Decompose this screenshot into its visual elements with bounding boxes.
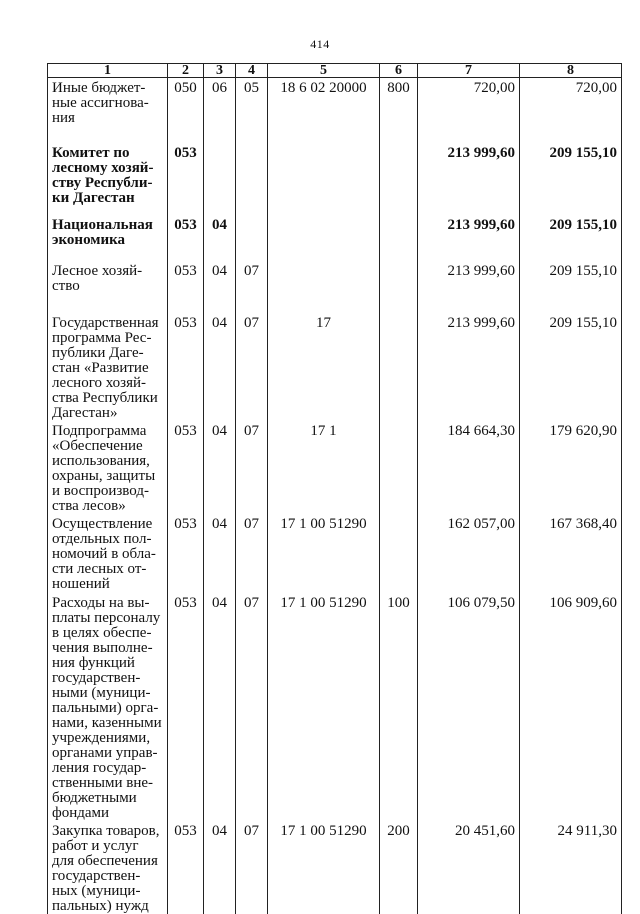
amount-year2-cell: 209 155,10 xyxy=(520,215,622,261)
subsection-code-cell: 07 xyxy=(236,514,268,593)
chapter-code-cell: 04 xyxy=(204,313,236,421)
column-header: 2 xyxy=(168,64,204,78)
row-name-cell: Государственная программа Рес- публики Даге- стан «Развитие лесного хозяй- ства Республики Дагестан» xyxy=(48,313,168,421)
target-article-cell xyxy=(268,143,380,215)
chapter-code-cell: 04 xyxy=(204,514,236,593)
subsection-code-cell xyxy=(236,215,268,261)
amount-year2-cell: 167 368,40 xyxy=(520,514,622,593)
target-article-cell: 17 1 xyxy=(268,421,380,514)
expense-type-cell xyxy=(380,215,418,261)
table-row xyxy=(48,593,622,821)
table-row xyxy=(48,514,622,593)
expense-type-cell xyxy=(380,143,418,215)
amount-year1-cell: 720,00 xyxy=(418,78,520,144)
subsection-code-cell: 05 xyxy=(236,78,268,144)
amount-year1-cell: 213 999,60 xyxy=(418,313,520,421)
amount-year2-cell: 209 155,10 xyxy=(520,313,622,421)
amount-year2-cell: 24 911,30 xyxy=(520,821,622,914)
amount-year1-cell: 162 057,00 xyxy=(418,514,520,593)
table-row xyxy=(48,421,622,514)
table-row xyxy=(48,215,622,261)
subsection-code-cell: 07 xyxy=(236,593,268,821)
expense-type-cell: 800 xyxy=(380,78,418,144)
subsection-code-cell: 07 xyxy=(236,421,268,514)
section-code-cell: 053 xyxy=(168,514,204,593)
row-name-cell: Иные бюджет- ные ассигнова- ния xyxy=(48,78,168,144)
section-code-cell: 050 xyxy=(168,78,204,144)
chapter-code-cell: 04 xyxy=(204,421,236,514)
section-code-cell: 053 xyxy=(168,215,204,261)
amount-year2-cell: 720,00 xyxy=(520,78,622,144)
subsection-code-cell: 07 xyxy=(236,313,268,421)
expense-type-cell xyxy=(380,421,418,514)
row-name-cell: Расходы на вы- платы персоналу в целях обеспе- чения выполне- ния функций государствен- ными (муници- пальными) орга- нами, казенными учреждениями, органами управ- ления государ- ственными вне- бюджетными фондами xyxy=(48,593,168,821)
table-row xyxy=(48,78,622,144)
section-code-cell: 053 xyxy=(168,143,204,215)
amount-year2-cell: 209 155,10 xyxy=(520,261,622,313)
amount-year2-cell: 209 155,10 xyxy=(520,143,622,215)
row-name-cell: Комитет по лесному хозяй- ству Республи- ки Дагестан xyxy=(48,143,168,215)
subsection-code-cell xyxy=(236,143,268,215)
amount-year1-cell: 20 451,60 xyxy=(418,821,520,914)
amount-year1-cell: 106 079,50 xyxy=(418,593,520,821)
chapter-code-cell: 04 xyxy=(204,821,236,914)
amount-year2-cell: 106 909,60 xyxy=(520,593,622,821)
expense-type-cell xyxy=(380,261,418,313)
table-row xyxy=(48,261,622,313)
chapter-code-cell: 04 xyxy=(204,593,236,821)
target-article-cell: 17 1 00 51290 xyxy=(268,821,380,914)
section-code-cell: 053 xyxy=(168,421,204,514)
column-header: 4 xyxy=(236,64,268,78)
expense-type-cell: 100 xyxy=(380,593,418,821)
section-code-cell: 053 xyxy=(168,593,204,821)
page-number: 414 xyxy=(0,37,640,52)
chapter-code-cell: 04 xyxy=(204,261,236,313)
target-article-cell: 18 6 02 20000 xyxy=(268,78,380,144)
section-code-cell: 053 xyxy=(168,313,204,421)
table-header-row xyxy=(48,64,622,78)
table-row xyxy=(48,313,622,421)
amount-year1-cell: 213 999,60 xyxy=(418,143,520,215)
subsection-code-cell: 07 xyxy=(236,821,268,914)
chapter-code-cell: 06 xyxy=(204,78,236,144)
amount-year1-cell: 184 664,30 xyxy=(418,421,520,514)
expense-type-cell: 200 xyxy=(380,821,418,914)
budget-table xyxy=(47,63,622,914)
target-article-cell: 17 1 00 51290 xyxy=(268,593,380,821)
table-body xyxy=(48,78,622,914)
target-article-cell xyxy=(268,215,380,261)
target-article-cell xyxy=(268,261,380,313)
row-name-cell: Подпрограмма «Обеспечение использования, охраны, защиты и воспроизвод- ства лесов» xyxy=(48,421,168,514)
section-code-cell: 053 xyxy=(168,821,204,914)
column-header: 5 xyxy=(268,64,380,78)
expense-type-cell xyxy=(380,514,418,593)
column-header: 7 xyxy=(418,64,520,78)
section-code-cell: 053 xyxy=(168,261,204,313)
column-header: 1 xyxy=(48,64,168,78)
amount-year1-cell: 213 999,60 xyxy=(418,215,520,261)
row-name-cell: Осуществление отдельных пол- номочий в обла- сти лесных от- ношений xyxy=(48,514,168,593)
table-row xyxy=(48,143,622,215)
amount-year2-cell: 179 620,90 xyxy=(520,421,622,514)
chapter-code-cell xyxy=(204,143,236,215)
chapter-code-cell: 04 xyxy=(204,215,236,261)
row-name-cell: Национальная экономика xyxy=(48,215,168,261)
target-article-cell: 17 1 00 51290 xyxy=(268,514,380,593)
expense-type-cell xyxy=(380,313,418,421)
row-name-cell: Закупка товаров, работ и услуг для обеспечения государствен- ных (муници- пальных) нужд xyxy=(48,821,168,914)
table-row xyxy=(48,821,622,914)
amount-year1-cell: 213 999,60 xyxy=(418,261,520,313)
target-article-cell: 17 xyxy=(268,313,380,421)
column-header: 3 xyxy=(204,64,236,78)
subsection-code-cell: 07 xyxy=(236,261,268,313)
row-name-cell: Лесное хозяй- ство xyxy=(48,261,168,313)
column-header: 6 xyxy=(380,64,418,78)
column-header: 8 xyxy=(520,64,622,78)
